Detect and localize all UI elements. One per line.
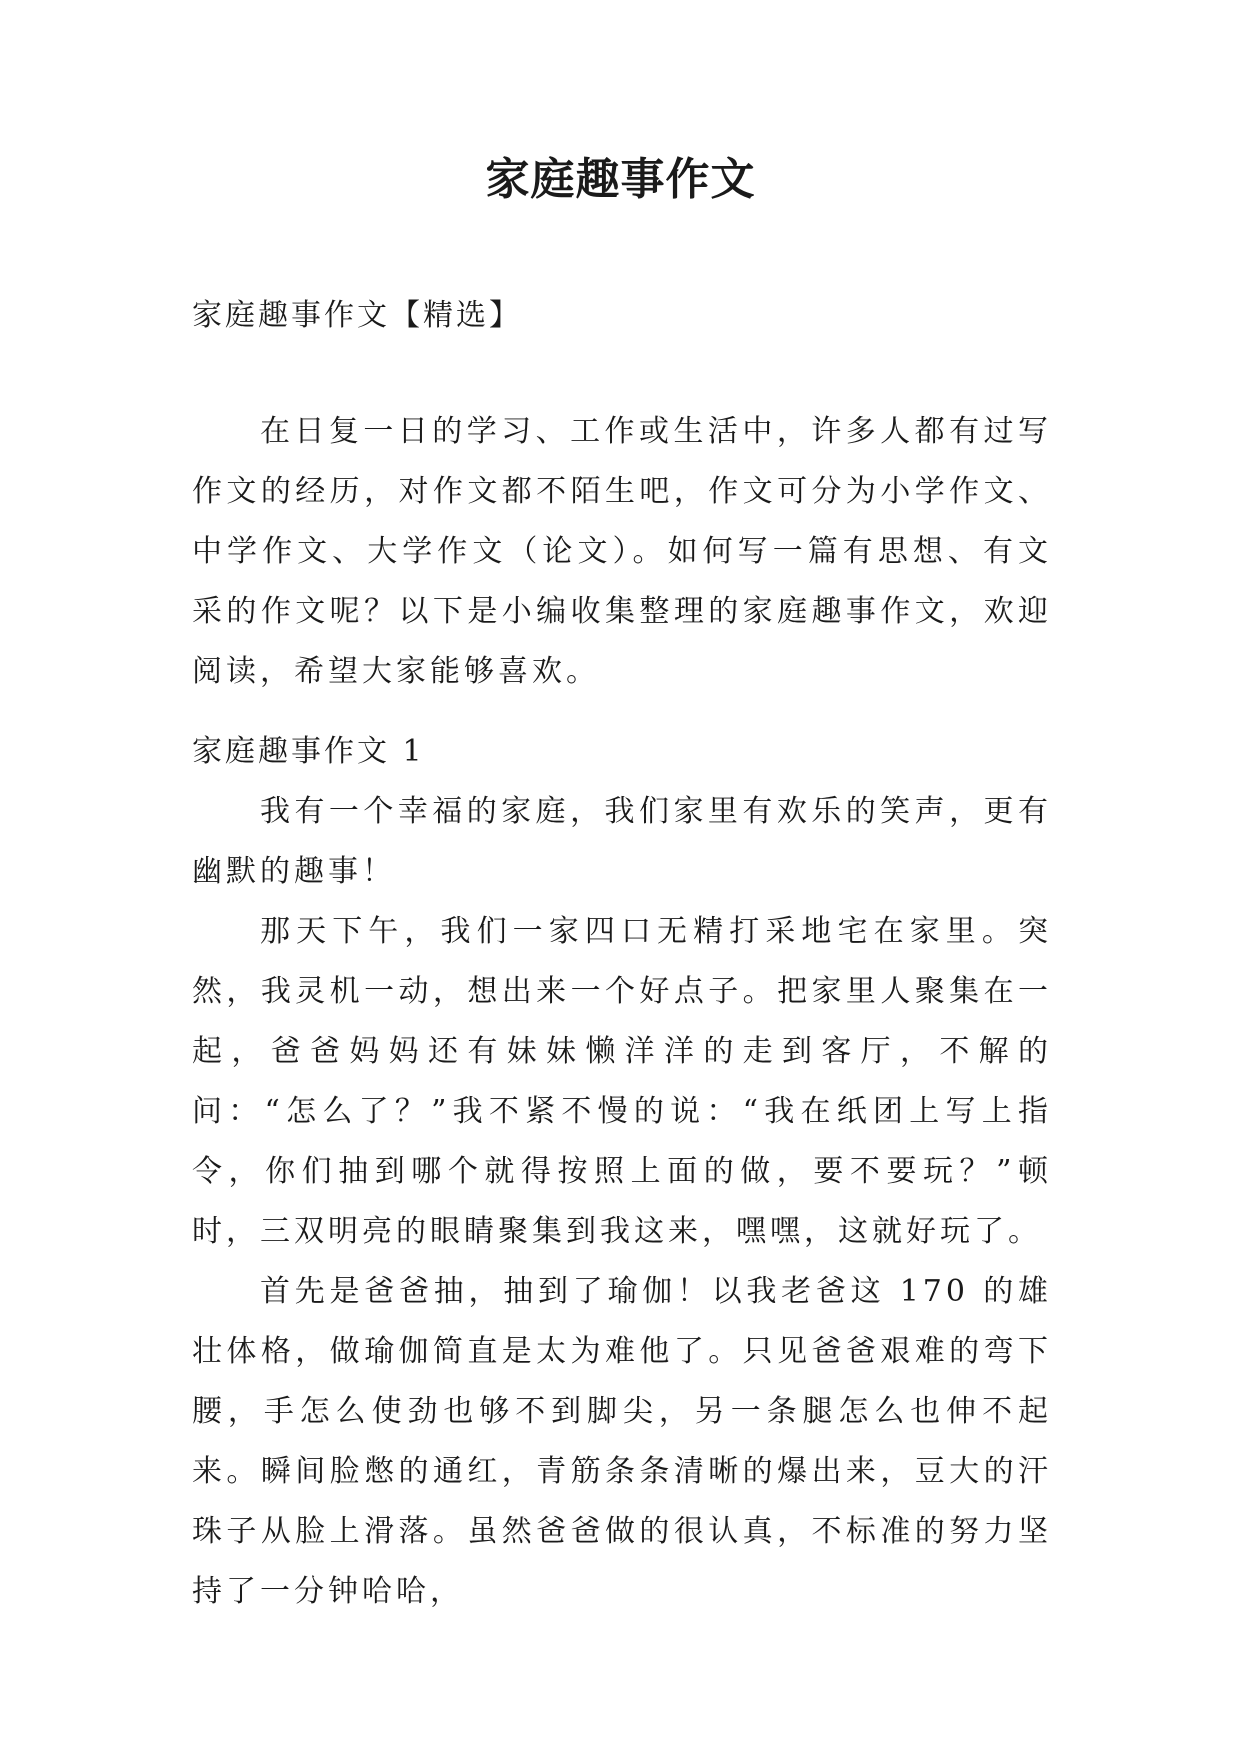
essay-paragraph-1: 我有一个幸福的家庭，我们家里有欢乐的笑声，更有幽默的趣事！ (192, 794, 1052, 889)
essay-paragraph-2: 那天下午，我们一家四口无精打采地宅在家里。突然，我灵机一动，想出来一个好点子。把家里人聚集在一起，爸爸妈妈还有妹妹懒洋洋的走到客厅，不解的问：“怎么了？”我不紧不慢的说：“我在纸团上写上指令，你们抽到哪个就得按照上面的做，要不要玩？”顿时，三双明亮的眼睛聚集到我这来，嘿嘿，这就好玩了。 (192, 914, 1052, 1249)
intro-paragraph: 在日复一日的学习、工作或生活中，许多人都有过写作文的经历，对作文都不陌生吧，作文可分为小学作文、中学作文、大学作文（论文）。如何写一篇有思想、有文采的作文呢？以下是小编收集整理的家庭趣事作文，欢迎阅读，希望大家能够喜欢。 (192, 414, 1052, 689)
document-title: 家庭趣事作文 (485, 154, 756, 205)
essay-body (192, 782, 1052, 1622)
section-heading: 家庭趣事作文 1 (192, 734, 425, 769)
essay-paragraph-3: 首先是爸爸抽，抽到了瑜伽！以我老爸这 170 的雄壮体格，做瑜伽简直是太为难他了。只见爸爸艰难的弯下腰，手怎么使劲也够不到脚尖，另一条腿怎么也伸不起来。瞬间脸憋的通红，青筋条条清晰的爆出来，豆大的汗珠子从脸上滑落。虽然爸爸做的很认真，不标准的努力坚持了一分钟哈哈， (192, 1274, 1052, 1609)
intro-section (192, 402, 1052, 702)
document-subtitle: 家庭趣事作文【精选】 (192, 298, 522, 333)
